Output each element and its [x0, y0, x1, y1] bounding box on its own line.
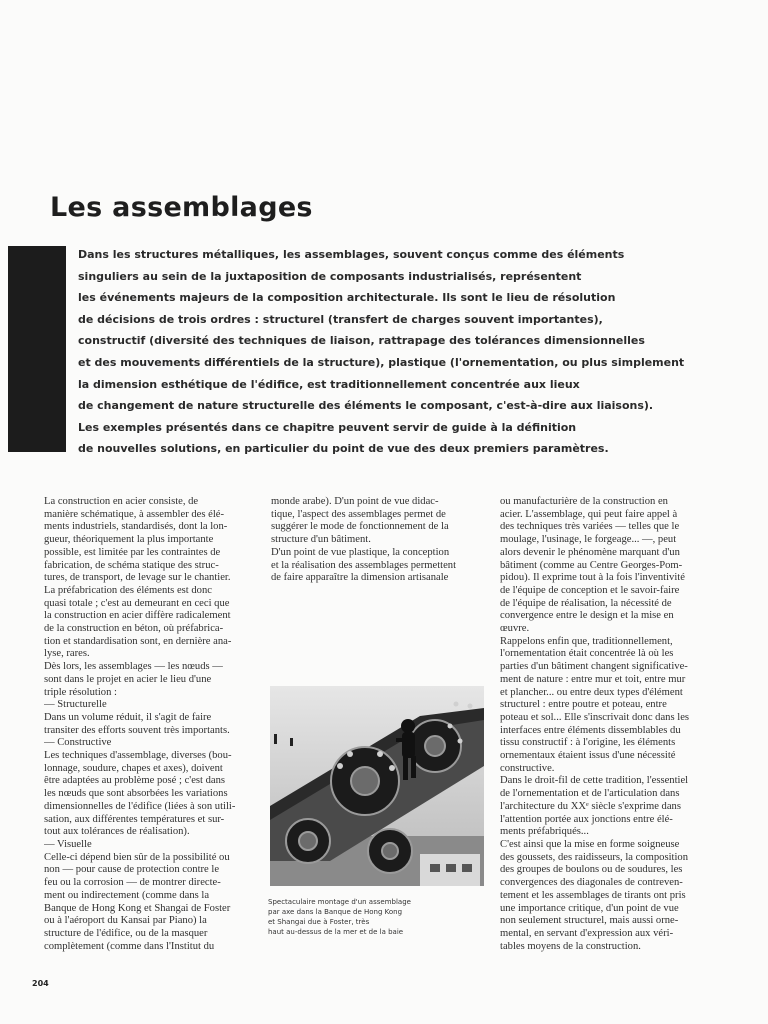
column-line: constructive. — [500, 762, 555, 774]
page-number: 204 — [32, 979, 49, 988]
column-line: fabrication, de schéma statique des struc- — [44, 559, 219, 571]
column-line: convergences des diagonales de contreven- — [500, 877, 683, 889]
column-line: mental, en servant d'expression aux véri- — [500, 927, 674, 939]
column-line: bâtiment (comme au Centre Georges-Pom- — [500, 559, 683, 571]
column-line: poteau et sol... Elle s'inscrivait donc dans les — [500, 711, 690, 723]
column-line: des groupes de boulons ou de soudures, les — [500, 864, 683, 876]
column-line: de l'équipe de conception et le savoir-faire — [500, 584, 680, 596]
column-line: l'ornementation était concentrée là où les — [500, 648, 674, 660]
column-line: quasi totale ; c'est au demeurant en ceci que — [44, 597, 230, 609]
column-line: ments industriels, standardisés, dont la lon- — [44, 521, 228, 533]
column-line: œuvre. — [500, 623, 530, 635]
column-line: tique, l'aspect des assemblages permet de — [271, 508, 446, 520]
column-line: Dès lors, les assemblages — les nœuds — — [44, 661, 223, 673]
photo-caption — [268, 897, 458, 937]
column-line: de faire apparaître la dimension artisanale — [271, 572, 449, 584]
column-line: des goussets, des raidisseurs, la composition — [500, 851, 689, 863]
column-line: de la construction en béton, où préfabrica- — [44, 623, 224, 635]
intro-line: de nouvelles solutions, en particulier du point de vue des deux premiers paramètres. — [78, 442, 609, 456]
column-line: tion et standardisation sont, en dernière ana- — [44, 635, 232, 647]
column-line: l'architecture du XXᵉ siècle s'exprime dans — [500, 800, 681, 812]
column-line: tures, de transport, de levage sur le chantier. — [44, 572, 231, 584]
column-line: être adaptées au problème posé ; c'est dans — [44, 775, 226, 787]
column-line: Dans un volume réduit, il s'agit de faire — [44, 711, 212, 723]
column-line: — Visuelle — [44, 838, 92, 850]
column-line: Banque de Hong Kong et Shangai de Foster — [44, 902, 231, 914]
column-line: moulage, l'usinage, le forgeage... —, peut — [500, 534, 677, 546]
intro-line: de décisions de trois ordres : structurel (transfert de charges souvent importantes), — [78, 312, 603, 326]
column-line: l'attention portée aux jonctions entre élé- — [500, 813, 673, 825]
column-line: possible, est limitée par les contraintes de — [44, 546, 221, 558]
column-line: ou à l'aéroport du Kansai par Piano) la — [44, 915, 207, 927]
text-column-1 — [44, 496, 260, 953]
column-line: de l'équipe de réalisation, la nécessité de — [500, 597, 672, 609]
column-line: structure d'un bâtiment. — [271, 534, 371, 546]
column-line: transiter des efforts souvent très importants. — [44, 724, 230, 736]
chapter-title: Les assemblages — [50, 192, 313, 223]
column-line: Rappelons enfin que, traditionnellement, — [500, 635, 673, 647]
column-line: sation, aux différentes températures et sur- — [44, 813, 225, 825]
column-line: et plancher... ou entre deux types d'élément — [500, 686, 683, 698]
column-line: convergence entre le design et la mise en — [500, 610, 674, 622]
column-line: gueur, théoriquement la plus importante — [44, 534, 214, 546]
intro-line: et des mouvements différentiels de la structure), plastique (l'ornementation, ou plus simplement — [78, 355, 685, 369]
column-line: Dans le droit-fil de cette tradition, l'essentiel — [500, 775, 689, 787]
column-line: parties d'un bâtiment changent significative- — [500, 661, 688, 673]
column-line: feu ou la corrosion — de montrer directe- — [44, 877, 221, 889]
column-line: triple résolution : — [44, 686, 117, 698]
column-line: interfaces entre éléments dissemblables du — [500, 724, 681, 736]
column-line: alors devenir le phénomène marquant d'un — [500, 546, 680, 558]
column-line: ornementaux étaient issus d'une nécessité — [500, 750, 676, 762]
column-line: la construction en acier diffère radicalement — [44, 610, 231, 622]
caption-line: par axe dans la Banque de Hong Kong — [268, 908, 403, 916]
column-line: — Constructive — [44, 737, 112, 749]
column-line: non seulement structurel, mais aussi orne- — [500, 915, 679, 927]
column-line: lyse, rares. — [44, 648, 90, 660]
column-line: tout aux tolérances de réalisation). — [44, 826, 190, 838]
column-line: manière schématique, à assembler des élé- — [44, 508, 225, 520]
column-line: pidou). Il exprime tout à la fois l'inventivité — [500, 572, 685, 584]
column-line: La construction en acier consiste, de — [44, 496, 199, 507]
caption-line: Spectaculaire montage d'un assemblage — [268, 898, 411, 906]
column-line: ment ou indirectement (comme dans la — [44, 889, 210, 901]
column-line: Celle-ci dépend bien sûr de la possibilité ou — [44, 851, 230, 863]
text-column-2 — [271, 496, 487, 585]
column-line: dimensionnelles de l'édifice (liées à son utili- — [44, 800, 236, 812]
intro-line: constructif (diversité des techniques de liaison, rattrapage des tolérances dimensionnelles — [78, 334, 645, 348]
intro-line: Dans les structures métalliques, les assemblages, souvent conçus comme des éléments — [78, 248, 625, 261]
column-line: des techniques très variées — telles que le — [500, 521, 680, 533]
column-line: complètement (comme dans l'Institut du — [44, 940, 215, 952]
column-line: D'un point de vue plastique, la conception — [271, 546, 450, 558]
column-line: tables moyens de la construction. — [500, 940, 641, 952]
intro-line: de changement de nature structurelle des éléments le composant, c'est-à-dire aux liaisons). — [78, 399, 654, 413]
intro-line: Les exemples présentés dans ce chapitre peuvent servir de guide à la définition — [78, 420, 577, 434]
column-line: ou manufacturière de la construction en — [500, 496, 668, 507]
column-line: de l'ornementation et de l'articulation dans — [500, 788, 680, 800]
column-line: ment de nature : entre mur et toit, entre mur — [500, 673, 686, 685]
column-line: lonnage, soudure, chapes et axes), doivent — [44, 762, 223, 774]
column-line: structure de l'édifice, ou de la masquer — [44, 927, 208, 939]
column-line: ments préfabriqués... — [500, 826, 589, 838]
construction-photo — [270, 686, 484, 886]
column-line: La préfabrication des éléments est donc — [44, 584, 212, 596]
intro-line: les événements majeurs de la composition architecturale. Ils sont le lieu de résolution — [78, 291, 616, 305]
text-column-3 — [500, 496, 716, 953]
column-line: structurel : entre poutre et poteau, entre — [500, 699, 667, 711]
column-line: tissu constructif : à l'origine, les éléments — [500, 737, 676, 749]
column-line: tement et les assemblages de tirants ont pris — [500, 889, 686, 901]
column-line: non — pour cause de protection contre le — [44, 864, 220, 876]
caption-line: haut au-dessus de la mer et de la baie — [268, 928, 404, 936]
intro-line: la dimension esthétique de l'édifice, est traditionnellement concentrée aux lieux — [78, 377, 580, 391]
intro-line: singuliers au sein de la juxtaposition de composants industrialisés, représentent — [78, 269, 582, 283]
column-line: C'est ainsi que la mise en forme soigneuse — [500, 838, 680, 850]
intro-paragraph — [78, 244, 685, 460]
column-line: — Structurelle — [44, 699, 107, 711]
column-line: suggérer le mode de fonctionnement de la — [271, 521, 449, 533]
intro-side-bar — [8, 246, 66, 452]
column-line: sont dans le projet en acier le lieu d'une — [44, 673, 212, 685]
column-line: une importance critique, d'un point de vue — [500, 902, 679, 914]
column-line: les nœuds que sont absorbées les variations — [44, 788, 228, 800]
column-line: et la réalisation des assemblages permettent — [271, 559, 457, 571]
column-line: acier. L'assemblage, qui peut faire appel à — [500, 508, 678, 520]
column-line: Les techniques d'assemblage, diverses (bou- — [44, 750, 232, 762]
caption-line: et Shangai due à Foster, très — [268, 918, 370, 926]
column-line: monde arabe). D'un point de vue didac- — [271, 496, 439, 507]
